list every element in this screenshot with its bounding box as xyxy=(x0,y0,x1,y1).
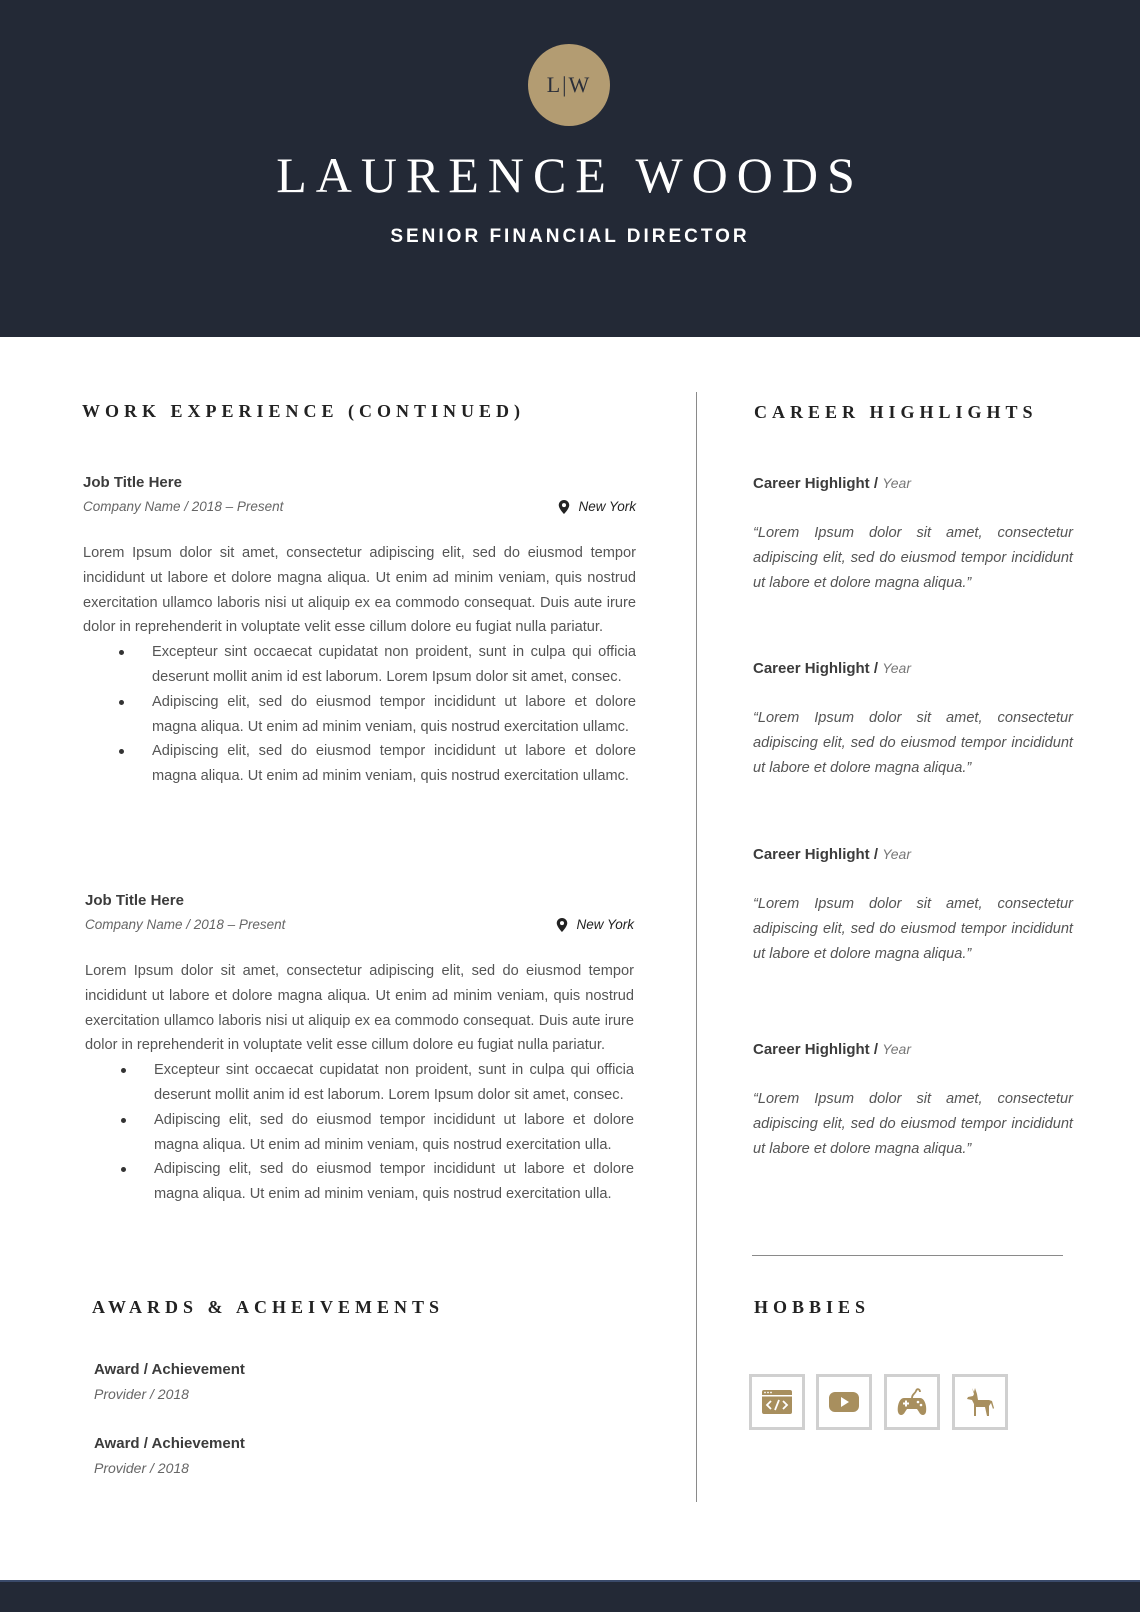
monogram-badge: L|W xyxy=(528,44,610,126)
award-entry xyxy=(94,1432,245,1480)
highlight-entry xyxy=(753,471,1073,595)
resume-header xyxy=(0,0,1140,337)
candidate-title: SENIOR FINANCIAL DIRECTOR xyxy=(390,226,750,247)
hobby-pets xyxy=(952,1374,1008,1430)
highlight-year: Year xyxy=(882,660,912,676)
highlight-entry xyxy=(753,656,1073,780)
highlight-quote: “Lorem Ipsum dolor sit amet, consectetur adipiscing elit, sed do eiusmod tempor incididunt ut labore et dolore magna aliqua.” xyxy=(753,710,1073,776)
job-bullets xyxy=(85,1058,634,1207)
highlight-title: Career Highlight / xyxy=(753,475,879,492)
job-bullet: Excepteur sint occaecat cupidatat non proident, sunt in culpa qui officia deserunt mollit anim id est laborum. Lorem Ipsum dolor sit amet, consec. xyxy=(83,640,636,690)
job-entry xyxy=(85,889,634,1207)
job-company: Company Name / 2018 – Present xyxy=(85,917,286,932)
career-highlights-heading: CAREER HIGHLIGHTS xyxy=(754,402,1038,422)
code-window-icon xyxy=(760,1385,794,1419)
map-pin-icon xyxy=(558,500,570,514)
highlight-entry xyxy=(753,842,1073,966)
awards-heading: AWARDS & ACHEIVEMENTS xyxy=(92,1297,445,1317)
job-location xyxy=(556,913,634,937)
award-provider: Provider / 2018 xyxy=(94,1386,189,1402)
job-description: Lorem Ipsum dolor sit amet, consectetur adipiscing elit, sed do eiusmod tempor incididunt ut labore et dolore magna aliqua. Ut enim ad minim veniam, quis nostrud exercitation ullamco laboris nisi ut aliquip ex ea commodo consequat. Duis aute irure dolor in reprehenderit in voluptate velit esse cillum dolore eu fugiat nulla pariatur. xyxy=(83,545,636,636)
candidate-name: LAURENCE WOODS xyxy=(276,147,864,203)
highlight-entry xyxy=(753,1037,1073,1161)
highlight-year: Year xyxy=(882,846,912,862)
job-entry xyxy=(83,471,636,789)
hobby-coding xyxy=(749,1374,805,1430)
job-bullet: Adipiscing elit, sed do eiusmod tempor incididunt ut labore et dolore magna aliqua. Ut enim ad minim veniam, quis nostrud exercitation ullamc. xyxy=(83,690,636,740)
job-title: Job Title Here xyxy=(85,892,184,909)
highlight-title-line xyxy=(753,656,1073,680)
hobby-video xyxy=(816,1374,872,1430)
highlight-quote: “Lorem Ipsum dolor sit amet, consectetur adipiscing elit, sed do eiusmod tempor incididunt ut labore et dolore magna aliqua.” xyxy=(753,1091,1073,1157)
job-description: Lorem Ipsum dolor sit amet, consectetur adipiscing elit, sed do eiusmod tempor incididunt ut labore et dolore magna aliqua. Ut enim ad minim veniam, quis nostrud exercitation ullamco laboris nisi ut aliquip ex ea commodo consequat. Duis aute irure dolor in reprehenderit in voluptate velit esse cillum dolore eu fugiat nulla pariatur. xyxy=(85,963,634,1054)
highlight-title: Career Highlight / xyxy=(753,846,879,863)
highlight-year: Year xyxy=(882,475,912,491)
job-bullets xyxy=(83,640,636,789)
dog-icon xyxy=(963,1385,997,1419)
highlight-quote: “Lorem Ipsum dolor sit amet, consectetur adipiscing elit, sed do eiusmod tempor incididunt ut labore et dolore magna aliqua.” xyxy=(753,896,1073,962)
highlight-title-line xyxy=(753,1037,1073,1061)
youtube-icon xyxy=(827,1385,861,1419)
award-provider: Provider / 2018 xyxy=(94,1460,189,1476)
job-meta xyxy=(83,495,636,519)
highlight-title-line xyxy=(753,842,1073,866)
resume-footer-bar xyxy=(0,1580,1140,1612)
award-entry xyxy=(94,1358,245,1406)
hobbies-divider xyxy=(752,1255,1063,1256)
column-divider xyxy=(696,392,697,1502)
award-title: Award / Achievement xyxy=(94,1361,245,1378)
job-bullet: Excepteur sint occaecat cupidatat non proident, sunt in culpa qui officia deserunt mollit anim id est laborum. Lorem Ipsum dolor sit amet, consec. xyxy=(85,1058,634,1108)
job-bullet: Adipiscing elit, sed do eiusmod tempor incididunt ut labore et dolore magna aliqua. Ut enim ad minim veniam, quis nostrud exercitation ullamc. xyxy=(83,739,636,789)
job-location-text: New York xyxy=(578,499,636,514)
highlight-title: Career Highlight / xyxy=(753,1041,879,1058)
work-experience-heading: WORK EXPERIENCE (CONTINUED) xyxy=(82,401,526,421)
map-pin-icon xyxy=(556,918,568,932)
highlight-year: Year xyxy=(882,1041,912,1057)
job-title: Job Title Here xyxy=(83,474,182,491)
gamepad-icon xyxy=(895,1385,929,1419)
job-location xyxy=(558,495,636,519)
job-location-text: New York xyxy=(576,917,634,932)
hobby-gaming xyxy=(884,1374,940,1430)
job-company: Company Name / 2018 – Present xyxy=(83,499,284,514)
award-title: Award / Achievement xyxy=(94,1435,245,1452)
job-meta xyxy=(85,913,634,937)
job-bullet: Adipiscing elit, sed do eiusmod tempor incididunt ut labore et dolore magna aliqua. Ut enim ad minim veniam, quis nostrud exercitation ulla. xyxy=(85,1157,634,1207)
highlight-quote: “Lorem Ipsum dolor sit amet, consectetur adipiscing elit, sed do eiusmod tempor incididunt ut labore et dolore magna aliqua.” xyxy=(753,525,1073,591)
job-bullet: Adipiscing elit, sed do eiusmod tempor incididunt ut labore et dolore magna aliqua. Ut enim ad minim veniam, quis nostrud exercitation ulla. xyxy=(85,1108,634,1158)
highlight-title: Career Highlight / xyxy=(753,660,879,677)
highlight-title-line xyxy=(753,471,1073,495)
hobbies-heading: HOBBIES xyxy=(754,1297,871,1317)
